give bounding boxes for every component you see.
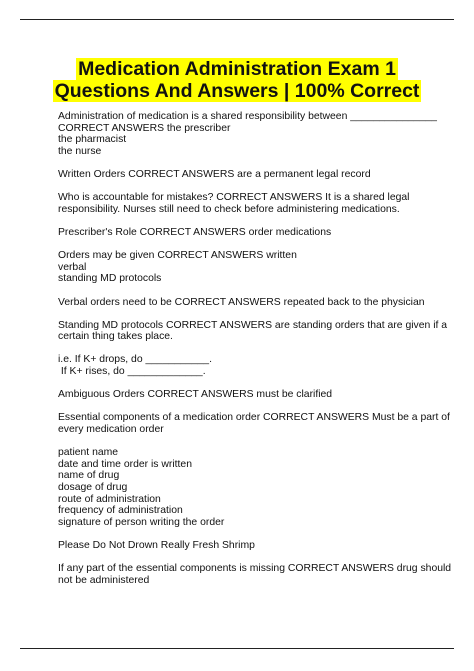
text-line: signature of person writing the order	[58, 516, 225, 528]
text-line: Prescriber's Role CORRECT ANSWERS order medications	[58, 226, 332, 238]
qa-paragraph	[58, 354, 438, 377]
text-line: Verbal orders need to be CORRECT ANSWERS repeated back to the physician	[58, 296, 425, 308]
text-line: Written Orders CORRECT ANSWERS are a permanent legal record	[58, 168, 371, 180]
text-line: standing MD protocols	[58, 273, 162, 285]
qa-paragraph	[58, 297, 438, 309]
text-line: Ambiguous Orders CORRECT ANSWERS must be clarified	[58, 389, 333, 401]
text-line: Orders may be given CORRECT ANSWERS written	[58, 250, 297, 262]
text-line: Please Do Not Drown Really Fresh Shrimp	[58, 539, 255, 551]
qa-paragraph	[58, 389, 438, 401]
text-line	[58, 436, 438, 448]
text-line: certain thing takes place.	[58, 331, 173, 343]
qa-paragraph	[58, 111, 438, 157]
text-line: the pharmacist	[58, 134, 127, 146]
text-line: the nurse	[58, 145, 102, 157]
text-line: name of drug	[58, 470, 120, 482]
text-line: Who is accountable for mistakes? CORRECT ANSWERS It is a shared legal	[58, 192, 410, 204]
text-line: every medication order	[58, 424, 164, 436]
qa-paragraph	[58, 412, 450, 528]
text-line: route of administration	[58, 493, 161, 505]
bottom-divider	[20, 648, 454, 649]
text-line: CORRECT ANSWERS the prescriber	[58, 122, 231, 134]
text-line: If any part of the essential components is missing CORRECT ANSWERS drug should	[58, 563, 452, 575]
qa-paragraph	[58, 563, 452, 586]
document-title	[0, 58, 474, 102]
text-line: Administration of medication is a shared responsibility between _______________	[58, 111, 437, 122]
text-line: Essential components of a medication order CORRECT ANSWERS Must be a part of	[58, 412, 450, 424]
text-line: If K+ rises, do _____________.	[58, 366, 206, 378]
text-line: patient name	[58, 447, 119, 459]
text-line: Standing MD protocols CORRECT ANSWERS are standing orders that are given if a	[58, 319, 448, 331]
qa-paragraph	[58, 319, 448, 343]
document-body	[58, 111, 452, 598]
qa-paragraph	[58, 169, 438, 181]
title-line-2: Questions And Answers | 100% Correct	[54, 80, 420, 102]
text-line: dosage of drug	[58, 482, 128, 493]
text-line: frequency of administration	[58, 505, 183, 517]
text-line: date and time order is written	[58, 458, 192, 470]
title-line-1: Medication Administration Exam 1	[78, 58, 396, 80]
text-line: responsibility. Nurses still need to check before administering medications.	[58, 203, 400, 215]
text-line: verbal	[58, 261, 87, 273]
qa-paragraph	[58, 250, 438, 285]
qa-paragraph	[58, 227, 438, 239]
qa-paragraph	[58, 192, 438, 215]
top-divider	[20, 19, 454, 20]
text-line: not be administered	[58, 574, 150, 586]
text-line: i.e. If K+ drops, do ___________.	[58, 354, 212, 366]
qa-paragraph	[58, 540, 438, 552]
